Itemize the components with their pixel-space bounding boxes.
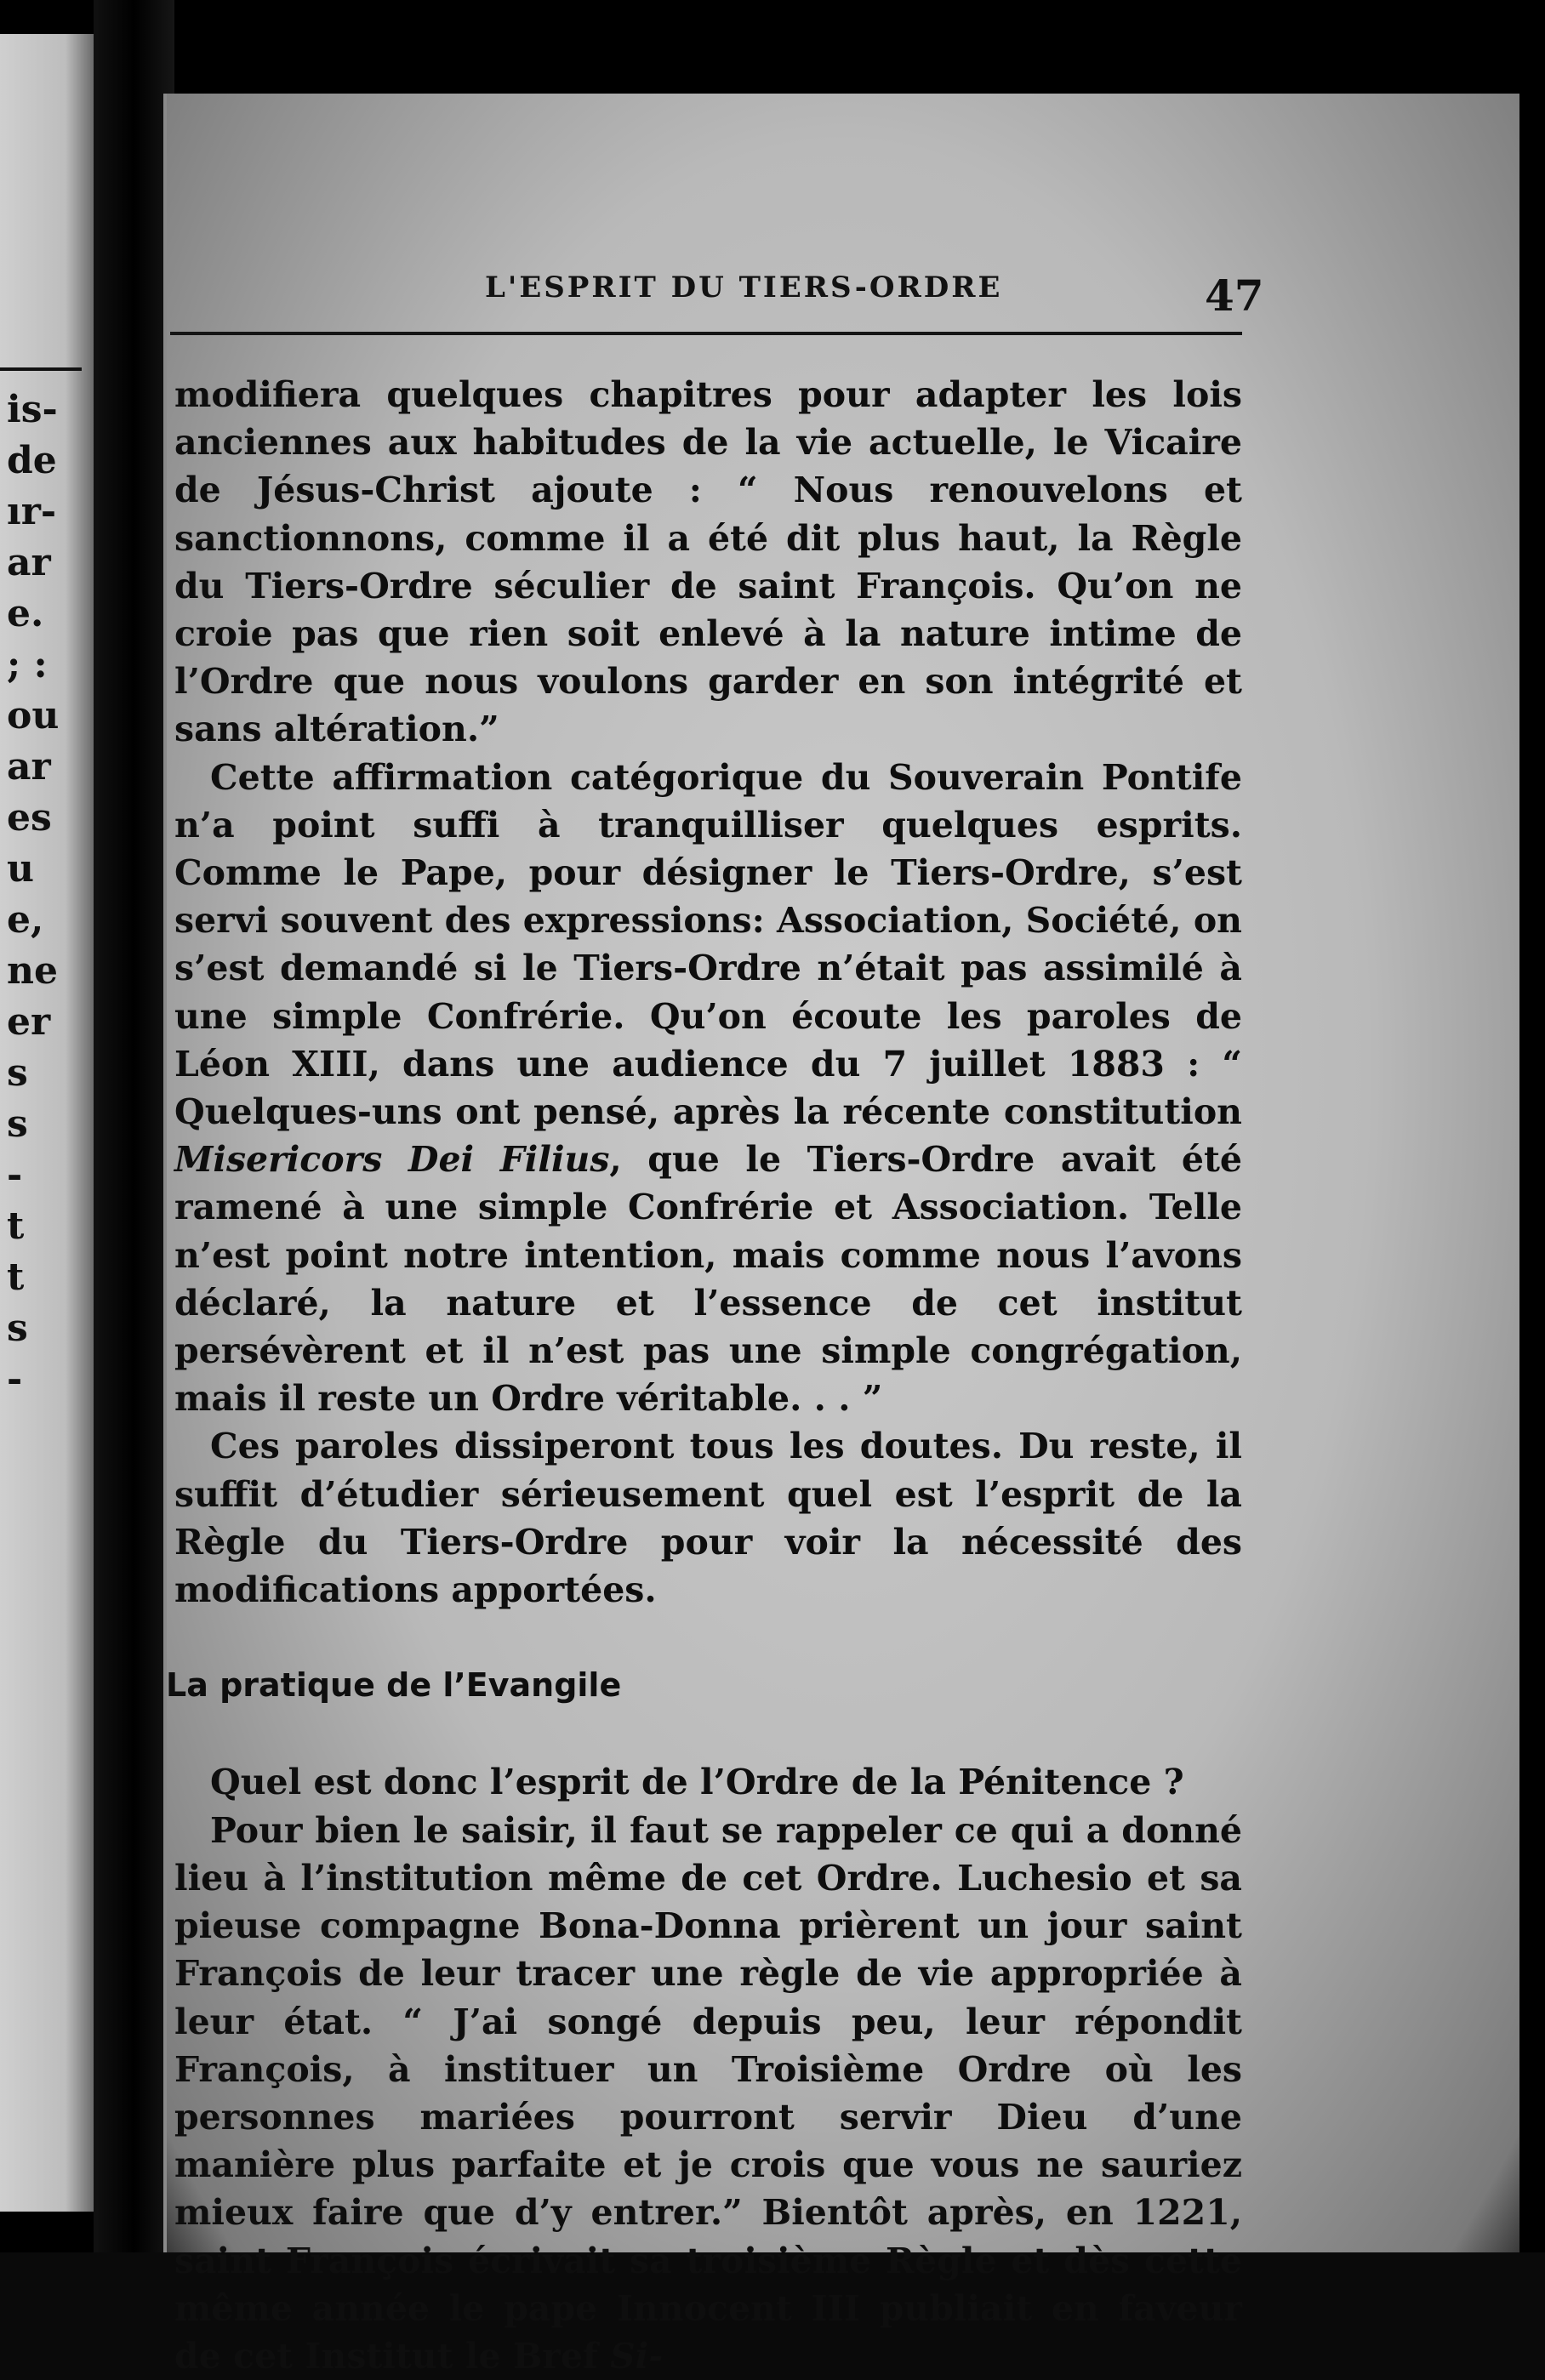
left-fragment-line: s — [7, 1106, 28, 1143]
header-rule — [170, 332, 1242, 335]
book-gutter — [94, 0, 174, 2252]
left-page-rule — [0, 367, 82, 371]
paragraph-text: Pour bien le saisir, il faut se rappeler ce qui a donné lieu à l’institution même de cet Ordre. Luchesio et sa pieuse compagne Bona-Donna prièrent un jour saint François de leur tracer une règle de vie appropriée à leur état. “ J’ai songé depuis peu, leur répondit François, à instituer un Troisième Ordre où les personnes mariées pourront servir Dieu d’une manière plus parfaite et je crois que vous ne sauriez mieux faire que d’y entrer.” Bientôt après, en 1221, saint François écrivait sa troisième Règle et dès cette même année le pape Innocent III publiait en faveur de cet Institut le Bref — [174, 1809, 1242, 2377]
paragraph-text: Cette affirmation catégorique du Souverain Pontife n’a point suffi à tranquilliser quelques esprits. Comme le Pape, pour désigner le Tiers-Ordre, s’est servi souvent des expressions: Association, Société, on s’est demandé si le Tiers-Ordre n’était pas assimilé à une simple Confrérie. Qu’on écoute les paroles de Léon XIII, dans une audience du 7 juillet 1883 : “ Quelques-uns ont pensé, après la récente constitution — [174, 756, 1242, 1133]
left-fragment-line: e. — [7, 595, 44, 633]
left-fragment-line: ne — [7, 953, 58, 990]
left-fragment-line: t — [7, 1259, 25, 1296]
left-fragment-line: ; : — [7, 646, 48, 684]
left-fragment-line: t — [7, 1208, 25, 1245]
paragraph: Ces paroles dissiperont tous les doutes. Du reste, il suffit d’étudier sérieusement quel est l’esprit de la Règle du Tiers-Ordre pour voir la nécessité des modifications apportées. — [174, 1426, 1242, 1611]
left-fragment-line: ır- — [7, 493, 57, 531]
running-title: L'ESPRIT DU TIERS-ORDRE — [485, 270, 1003, 305]
page-number: 47 — [1205, 270, 1264, 321]
left-fragment-line: - — [7, 1157, 23, 1194]
section-heading: La pratique de l’Evangile — [166, 1666, 622, 1705]
left-fragment-line: is- — [7, 391, 58, 429]
left-fragment-line: ar — [7, 749, 51, 786]
left-fragment-line: es — [7, 800, 52, 837]
paragraph — [174, 754, 1242, 1423]
paragraph: Quel est donc l’esprit de l’Ordre de la Pénitence ? — [210, 1762, 1184, 1803]
left-fragment-line: - — [7, 1361, 23, 1398]
body-text — [166, 371, 1242, 2380]
italic-word: Si- — [610, 2335, 664, 2377]
left-fragment-line: er — [7, 1004, 51, 1041]
left-page-fragment — [0, 34, 94, 2212]
paragraph: modifiera quelques chapitres pour adapter les lois anciennes aux habitudes de la vie actuelle, le Vicaire de Jésus-Christ ajoute : “ Nous renouvelons et sanctionnons, comme il a été dit plus haut, la Règle du Tiers-Ordre séculier de saint François. Qu’on ne croie pas que rien soit enlevé à la nature intime de l’Ordre que nous voulons garder en son intégrité et sans altération.” — [174, 374, 1242, 750]
left-fragment-line: u — [7, 851, 34, 888]
italic-title: Misericors Dei Filius — [174, 1139, 610, 1181]
left-fragment-line: s — [7, 1055, 28, 1092]
left-fragment-line: ar — [7, 544, 51, 582]
left-fragment-line: e, — [7, 902, 44, 939]
running-header — [485, 270, 1251, 322]
left-fragment-line: s — [7, 1310, 28, 1347]
paragraph-text: , que le Tiers-Ordre avait été ramené à une simple Confrérie et Association. Telle n’est point notre intention, mais comme nous l’avons déclaré, la nature et l’essence de cet institut persévèrent et il n’est pas une simple congrégation, mais il reste un Ordre véritable. . . ” — [174, 1139, 1242, 1420]
paragraph — [174, 1807, 1242, 2380]
left-fragment-line: de — [7, 442, 57, 480]
left-fragment-line: ou — [7, 697, 60, 735]
